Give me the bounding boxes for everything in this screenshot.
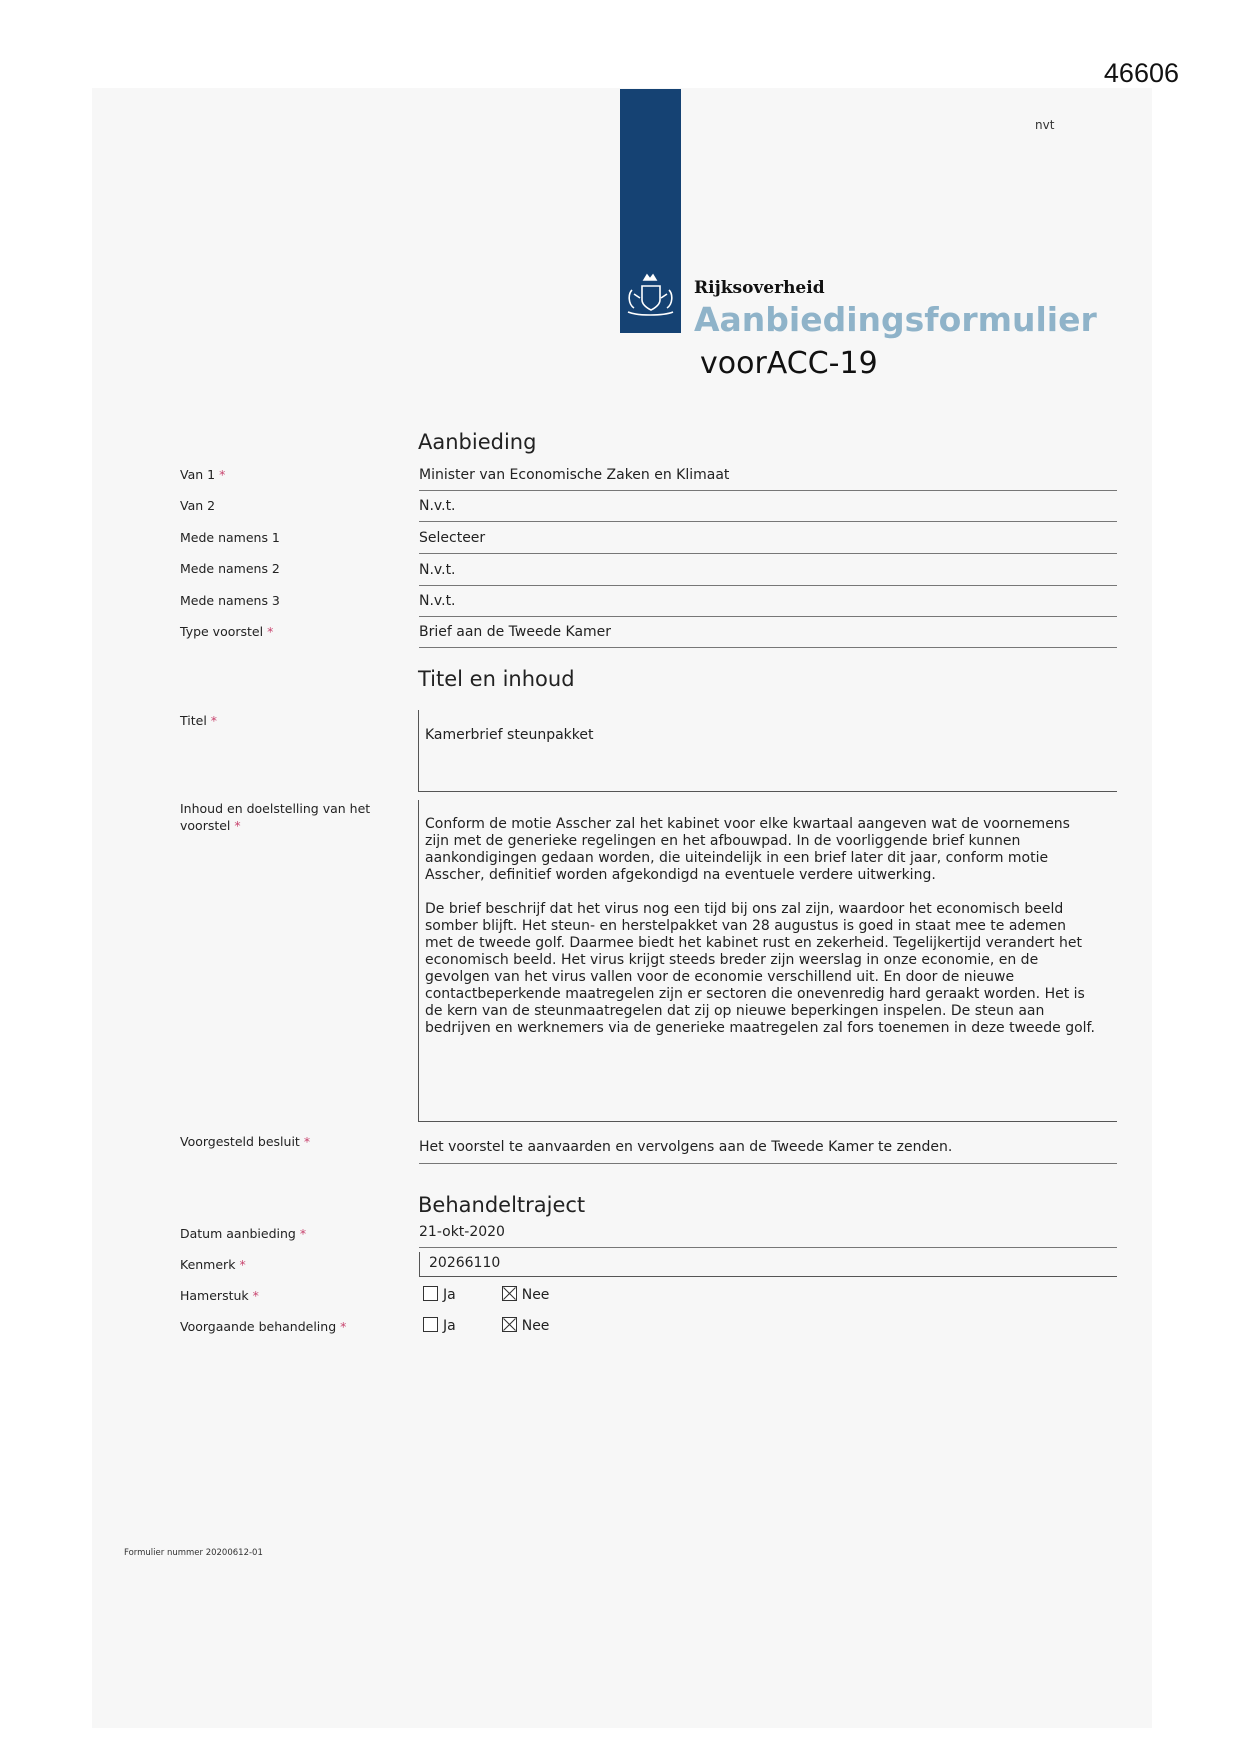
inhoud-line: contactbeperkende maatregelen zijn er sectoren die onevenredig hard geraakt worden. Het is [425, 986, 1085, 1002]
required-marker: * [267, 624, 274, 639]
required-marker: * [299, 1226, 307, 1241]
label-mede-namens-2: Mede namens 2 [180, 561, 280, 576]
coat-of-arms-icon [620, 270, 681, 326]
inhoud-line: zijn met de generieke regelingen en het afbouwpad. In de voorliggende brief kunnen [425, 833, 1021, 849]
section-title-behandeltraject: Behandeltraject [418, 1193, 586, 1217]
label-type-voorstel: Type voorstel * [180, 624, 274, 639]
nvt-marker: nvt [1035, 118, 1055, 132]
hamerstuk-nee-checkbox[interactable] [502, 1286, 517, 1301]
inhoud-line: gevolgen van het virus vallen voor de economie verschillend uit. En door de nieuwe [425, 969, 1015, 985]
option-nee-label: Nee [521, 1318, 550, 1334]
required-marker: * [239, 1257, 246, 1272]
field-inhoud[interactable] [418, 800, 1117, 1122]
field-mede-namens-2[interactable]: N.v.t. [419, 561, 1117, 586]
field-kenmerk[interactable]: 20266110 [419, 1252, 1117, 1277]
inhoud-line: bedrijven en werknemers via de generieke maatregelen zal fors toenemen in deze tweede golf. [425, 1020, 1095, 1036]
label-inhoud-line-1: Inhoud en doelstelling van het [180, 801, 371, 816]
label-hamerstuk: Hamerstuk * [180, 1288, 259, 1303]
inhoud-line: Asscher, definitief worden afgekondigd na eventuele verdere uitwerking. [425, 867, 936, 883]
form-title: Aanbiedingsformulier [694, 300, 1097, 339]
inhoud-line: Conform de motie Asscher zal het kabinet voor elke kwartaal aangeven wat de voornemens [425, 816, 1070, 832]
label-van-1: Van 1 * [180, 467, 226, 482]
inhoud-line: De brief beschrijf dat het virus nog een tijd bij ons zal zijn, waardoor het economisch beeld [425, 901, 1064, 917]
option-nee-label: Nee [521, 1287, 550, 1303]
section-title-aanbieding: Aanbieding [418, 430, 537, 454]
inhoud-line: de kern van de steunmaatregelen dat zij op nieuwe beperkingen inspelen. De steun aan [425, 1003, 1045, 1019]
label-kenmerk: Kenmerk * [180, 1257, 246, 1272]
field-type-voorstel[interactable]: Brief aan de Tweede Kamer [419, 623, 1117, 648]
field-voorgesteld-besluit[interactable]: Het voorstel te aanvaarden en vervolgens aan de Tweede Kamer te zenden. [419, 1138, 1117, 1164]
hamerstuk-ja-checkbox[interactable] [423, 1286, 438, 1301]
field-mede-namens-1[interactable]: Selecteer [419, 529, 1117, 554]
option-ja-label: Ja [443, 1287, 456, 1303]
label-inhoud-line-2: voorstel * [180, 818, 241, 833]
voorgaande-ja-checkbox[interactable] [423, 1317, 438, 1332]
field-datum-aanbieding[interactable]: 21-okt-2020 [419, 1223, 1117, 1248]
label-van-2: Van 2 [180, 498, 216, 513]
field-van-1[interactable]: Minister van Economische Zaken en Klimaat [419, 466, 1117, 491]
document-number: 46606 [1103, 58, 1179, 88]
inhoud-line: somber blijft. Het steun- en herstelpakket van 28 augustus is goed in staat mee te ademen [425, 918, 1067, 934]
label-mede-namens-3: Mede namens 3 [180, 593, 280, 608]
field-van-2[interactable]: N.v.t. [419, 497, 1117, 522]
section-title-titel-inhoud: Titel en inhoud [418, 667, 575, 691]
titel-text: Kamerbrief steunpakket [425, 727, 594, 743]
label-voorgaande-behandeling: Voorgaande behandeling * [180, 1319, 347, 1334]
form-subtitle: voorACC-19 [700, 346, 878, 381]
option-ja-label: Ja [443, 1318, 456, 1334]
inhoud-line: aankondigingen gedaan worden, die uiteindelijk in een brief later dit jaar, conform motie [425, 850, 1049, 866]
voorgaande-nee-checkbox[interactable] [502, 1317, 517, 1332]
required-marker: * [303, 1134, 311, 1149]
required-marker: * [210, 713, 218, 728]
inhoud-line: economisch beeld. Het virus krijgt steeds breder zijn weerslag in onze economie, en de [425, 952, 1039, 968]
required-marker: * [234, 818, 241, 833]
voorgaande-options [423, 1317, 549, 1334]
organization-name: Rijksoverheid [694, 278, 825, 298]
required-marker: * [340, 1319, 347, 1334]
hamerstuk-options [423, 1286, 549, 1303]
label-datum-aanbieding: Datum aanbieding * [180, 1226, 307, 1241]
field-mede-namens-3[interactable]: N.v.t. [419, 592, 1117, 617]
required-marker: * [219, 467, 226, 482]
required-marker: * [252, 1288, 259, 1303]
label-mede-namens-1: Mede namens 1 [180, 530, 280, 545]
inhoud-text [419, 800, 1117, 1037]
form-number: Formulier nummer 20200612-01 [124, 1548, 263, 1558]
field-titel[interactable] [418, 710, 1117, 792]
label-titel: Titel * [180, 713, 218, 728]
inhoud-line: met de tweede golf. Daarmee biedt het kabinet rust en zekerheid. Tegelijkertijd verandert het [425, 935, 1082, 951]
label-voorgesteld-besluit: Voorgesteld besluit * [180, 1134, 311, 1149]
